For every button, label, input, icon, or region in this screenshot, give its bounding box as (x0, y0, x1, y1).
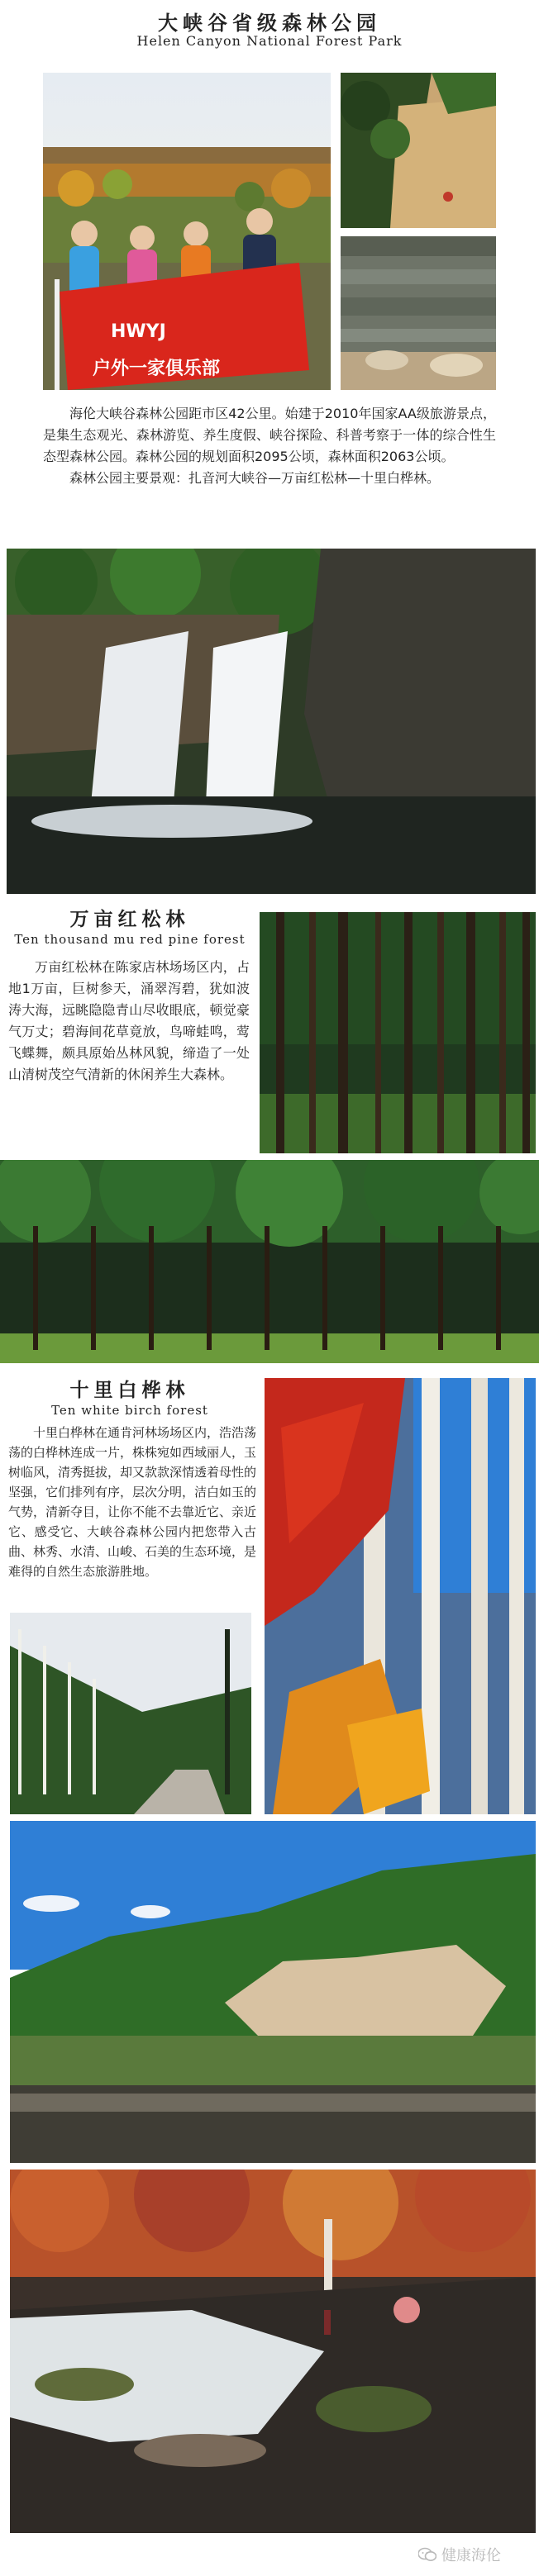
photo-pine-forest (260, 912, 536, 1153)
watermark-text: 健康海伦 (441, 2547, 501, 2564)
photo-pine-panorama (0, 1160, 539, 1363)
birch-section-subtitle: Ten white birch forest (51, 1403, 208, 1418)
pine-section-paragraph: 万亩红松林在陈家店林场场区内，占地1万亩，巨树参天，涌翠泻碧，犹如波涛大海，远眺隐隐青山尽收眼底，顿觉豪气万丈；碧海间花草竟放，鸟啼蛙鸣，莺飞蝶舞，颇具原始丛林风貌，缔造了一处山清树茂空气清新的休闲养生大森林。 (8, 959, 250, 1082)
pine-section-text (8, 957, 250, 1086)
birch-section-paragraph: 十里白桦林在通肯河林场场区内，浩浩荡荡的白桦林连成一片，株株宛如西域丽人，玉树临风，清秀挺拔，却又款款深情透着母性的坚强，它们排列有序，层次分明，洁白如玉的气势，清新夺目，让你不能不去靠近它、亲近它、感受它、大峡谷森林公园内把您带入古曲、林秀、水清、山峻、石美的生态环境，是难得的自然生态旅游胜地。 (8, 1425, 257, 1579)
banner-slogan: 户外一家俱乐部 (93, 359, 221, 379)
photo-canyon-cliff (341, 73, 496, 228)
intro-paragraph: 海伦大峡谷森林公园距市区42公里。始建于2010年国家AA级旅游景点，是集生态观光、森林游览、养生度假、峡谷探险、科普考察于一体的综合性生态型森林公园。森林公园的规划面积2095公顷，森林面积2063公顷。 (43, 406, 496, 464)
pine-section-title: 万亩红松林 (69, 908, 190, 930)
photo-birch-road (10, 1613, 251, 1814)
wechat-icon (418, 2547, 436, 2562)
intro-paragraph: 森林公园主要景观：扎音河大峡谷—万亩红松林—十里白桦林。 (69, 470, 441, 486)
photo-autumn-birch (265, 1378, 536, 1814)
photo-waterfall (7, 549, 536, 894)
intro-text (43, 403, 496, 489)
page-subtitle: Helen Canyon National Forest Park (136, 33, 403, 49)
birch-section-title: 十里白桦林 (69, 1379, 190, 1401)
photo-autumn-stream (10, 2170, 536, 2533)
photo-valley-cliffs (10, 1821, 536, 2163)
banner-logo-text: HWYJ (111, 321, 166, 342)
watermark (418, 2545, 501, 2564)
pine-section-subtitle: Ten thousand mu red pine forest (14, 932, 246, 947)
birch-section-text (8, 1423, 256, 1581)
page-title: 大峡谷省级森林公园 (158, 11, 381, 35)
photo-group-banner (43, 73, 331, 390)
photo-rock-wall (341, 236, 496, 390)
